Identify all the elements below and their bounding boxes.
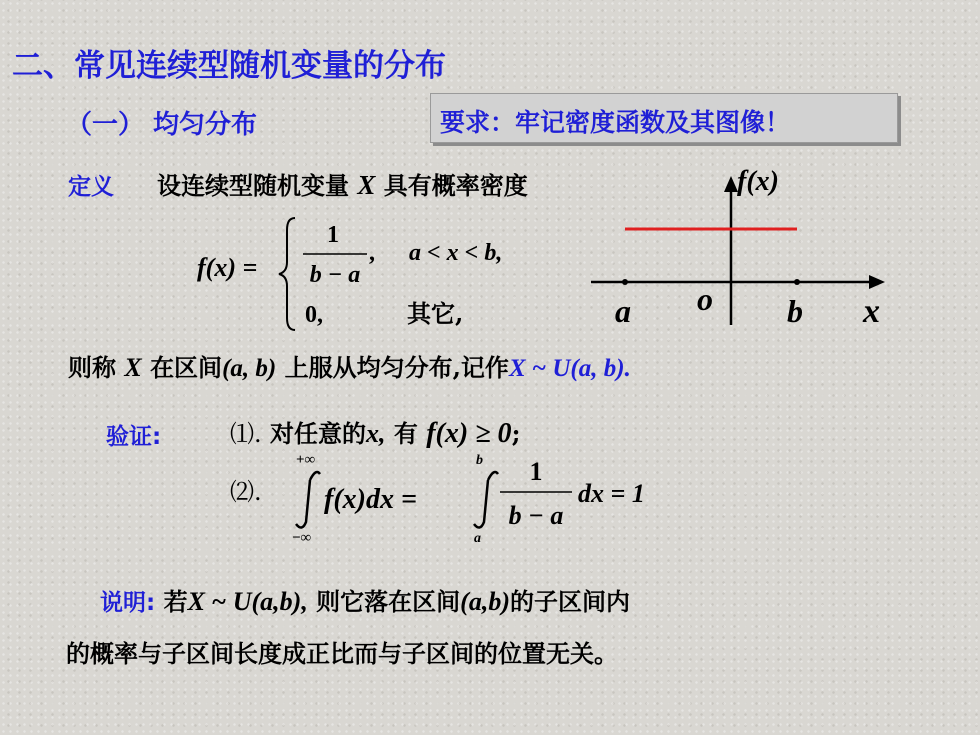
step1-number: ⑴.: [230, 420, 262, 448]
formula-case2-value: 0,: [305, 302, 323, 328]
conclusion-notation: X ~ U(a, b).: [508, 355, 631, 382]
integrand2: dx = 1: [578, 479, 645, 508]
formula-numerator: 1: [327, 222, 339, 248]
uniform-density-graph: [585, 160, 905, 340]
integral1-lower: −∞: [292, 530, 312, 546]
note-then: 则它落在区间: [316, 587, 461, 616]
conclusion-mid1: 在区间: [150, 353, 223, 382]
y-axis-arrow: [724, 176, 738, 192]
verify-step2: [230, 450, 670, 550]
step1-text: 对任意的: [270, 419, 366, 448]
verify-step1: [230, 414, 520, 450]
note-expression: X ~ U(a,b),: [187, 587, 308, 616]
definition-text-after: 具有概率密度: [383, 171, 528, 200]
definition-text: [157, 166, 528, 201]
integral1-sign: [296, 472, 320, 528]
note-if: 若: [163, 587, 188, 616]
label-b: b: [787, 293, 803, 329]
step1-have: 有: [393, 419, 418, 448]
label-a: a: [615, 293, 631, 329]
conclusion-line: [68, 348, 631, 383]
integral-frac-numerator: 1: [529, 457, 543, 486]
integral2-upper: b: [476, 453, 483, 468]
conclusion-prefix: 则称: [68, 353, 116, 382]
formula-case1-condition: a < x < b,: [409, 240, 503, 266]
x-axis-arrow: [869, 275, 885, 289]
formula-case2-condition: 其它,: [407, 299, 464, 328]
formula-comma: ,: [369, 240, 375, 266]
definition-label: 定义: [68, 173, 114, 200]
section-subtitle: （一） 均匀分布: [66, 110, 258, 140]
note-rest1: 的子区间内: [510, 587, 630, 616]
point-b: [794, 279, 800, 285]
x-axis-label: x: [863, 293, 880, 330]
integral1-upper: +∞: [296, 452, 316, 468]
definition-text-before: 设连续型随机变量: [157, 171, 349, 200]
conclusion-var: X: [124, 353, 142, 382]
note-interval: (a,b): [460, 587, 510, 616]
density-formula: [195, 210, 555, 340]
step1-var: x,: [366, 419, 386, 448]
integral2-sign: [474, 472, 498, 528]
step1-expression: f(x) ≥ 0: [426, 418, 512, 449]
integral-frac-denominator: b − a: [508, 501, 564, 530]
definition-var: X: [357, 170, 376, 200]
step2-number: ⑵.: [230, 478, 262, 506]
note-label: 说明:: [100, 590, 156, 616]
label-o: o: [697, 281, 713, 317]
point-a: [622, 279, 628, 285]
y-axis-label: f(x): [737, 166, 779, 197]
integrand1: f(x)dx =: [324, 484, 417, 515]
integral2-lower: a: [474, 531, 481, 546]
page-title: 二、常见连续型随机变量的分布: [12, 48, 446, 84]
conclusion-interval: (a, b): [222, 355, 277, 382]
formula-lhs: f(x) =: [197, 253, 258, 282]
note-line1: [100, 582, 630, 617]
requirement-text: 要求：牢记密度函数及其图像！: [440, 108, 791, 137]
verify-label: 验证:: [106, 424, 162, 450]
step1-end: ;: [511, 419, 521, 448]
conclusion-mid2: 上服从均匀分布,记作: [284, 353, 509, 382]
formula-brace: [279, 218, 295, 330]
formula-denominator: b − a: [309, 262, 361, 288]
note-line2: 的概率与子区间长度成正比而与子区间的位置无关。: [66, 639, 618, 668]
